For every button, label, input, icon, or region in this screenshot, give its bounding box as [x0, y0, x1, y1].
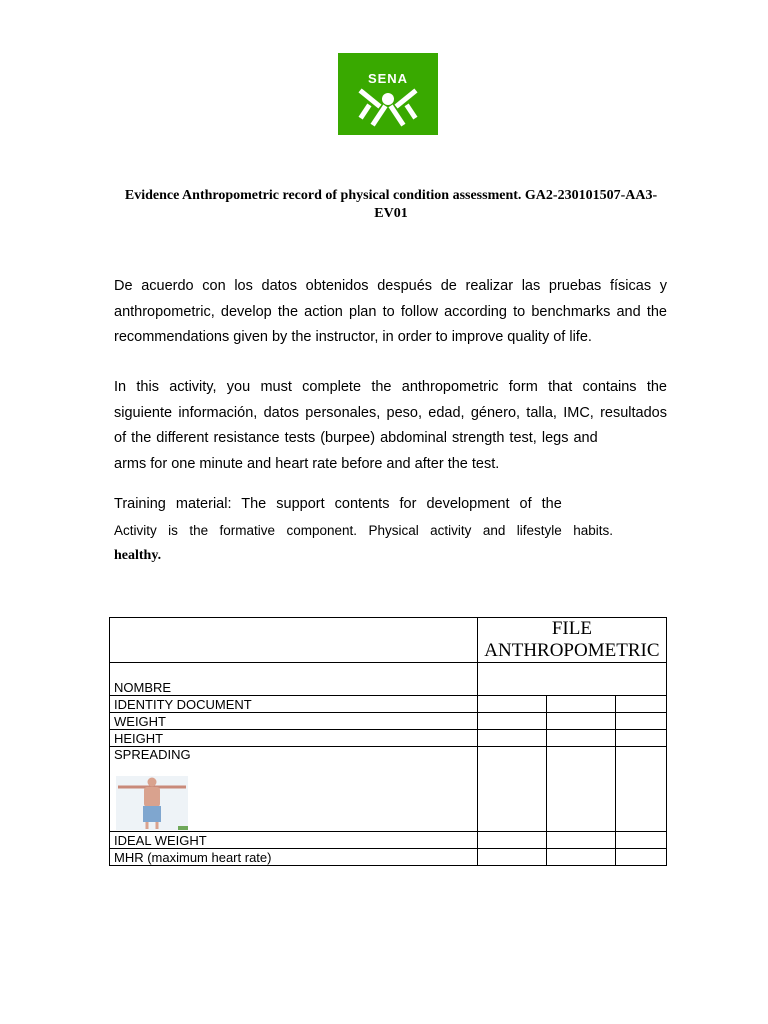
form-cell[interactable]: [477, 747, 546, 832]
form-cell[interactable]: [546, 730, 615, 747]
form-cell[interactable]: [615, 696, 666, 713]
form-cell[interactable]: [546, 849, 615, 866]
paragraph-training: [114, 492, 667, 569]
paragraph-line: recommendations given by the instructor, in order to improve quality of life.: [114, 329, 592, 345]
form-header-line: FILE: [551, 618, 592, 639]
form-cell[interactable]: [615, 849, 666, 866]
form-header-line: ANTHROPOMETRIC: [484, 640, 660, 661]
nombre-value-cell[interactable]: [477, 663, 666, 696]
form-cell[interactable]: [546, 713, 615, 730]
form-cell[interactable]: [477, 849, 546, 866]
paragraph-line: of the different resistance tests (burpee) abdominal strength test, legs and: [114, 430, 598, 446]
logo-text: SENA: [367, 71, 409, 86]
paragraph-line: Activity is the formative component. Physical activity and lifestyle habits.: [114, 522, 613, 538]
form-cell[interactable]: [477, 832, 546, 849]
row-label-nombre: NOMBRE: [110, 663, 478, 696]
form-cell[interactable]: [546, 832, 615, 849]
form-cell[interactable]: [546, 747, 615, 832]
row-label-spreading: SPREADING: [114, 747, 191, 762]
form-cell[interactable]: [615, 747, 666, 832]
paragraph-line: De acuerdo con los datos obtenidos después de realizar las pruebas físicas y: [114, 278, 667, 294]
arm-span-figure-icon: [116, 776, 188, 830]
anthropometric-form: [109, 617, 667, 866]
paragraph-line: Training material: The support contents for development of the: [114, 496, 562, 512]
form-cell[interactable]: [477, 713, 546, 730]
row-label-height: HEIGHT: [110, 730, 478, 747]
form-cell[interactable]: [477, 730, 546, 747]
paragraph-line: arms for one minute and heart rate before and after the test.: [114, 455, 500, 472]
paragraph-line: siguiente información, datos personales, peso, edad, género, talla, IMC, resultados: [114, 404, 667, 421]
paragraph-activity: [114, 375, 667, 477]
document-title: Evidence Anthropometric record of physical condition assessment. GA2-230101507-AA3-EV01: [124, 188, 658, 221]
form-header: [477, 618, 666, 663]
form-cell[interactable]: [615, 713, 666, 730]
form-cell[interactable]: [477, 696, 546, 713]
form-cell[interactable]: [615, 730, 666, 747]
row-label-mhr: MHR (maximum heart rate): [110, 849, 478, 866]
paragraph-intro: [114, 274, 667, 351]
row-label-weight: WEIGHT: [110, 713, 478, 730]
sena-logo-figure-icon: [338, 53, 438, 135]
form-header-blank: [110, 618, 478, 663]
row-label-identity: IDENTITY DOCUMENT: [110, 696, 478, 713]
paragraph-line: healthy.: [114, 548, 162, 563]
sena-logo: [338, 53, 438, 135]
row-spreading: [110, 747, 478, 832]
form-cell[interactable]: [546, 696, 615, 713]
row-label-ideal-weight: IDEAL WEIGHT: [110, 832, 478, 849]
form-cell[interactable]: [615, 832, 666, 849]
paragraph-line: anthropometric, develop the action plan to follow according to benchmarks and the: [114, 303, 667, 320]
paragraph-line: In this activity, you must complete the anthropometric form that contains the: [114, 379, 667, 395]
arm-span-figure: [116, 776, 188, 830]
